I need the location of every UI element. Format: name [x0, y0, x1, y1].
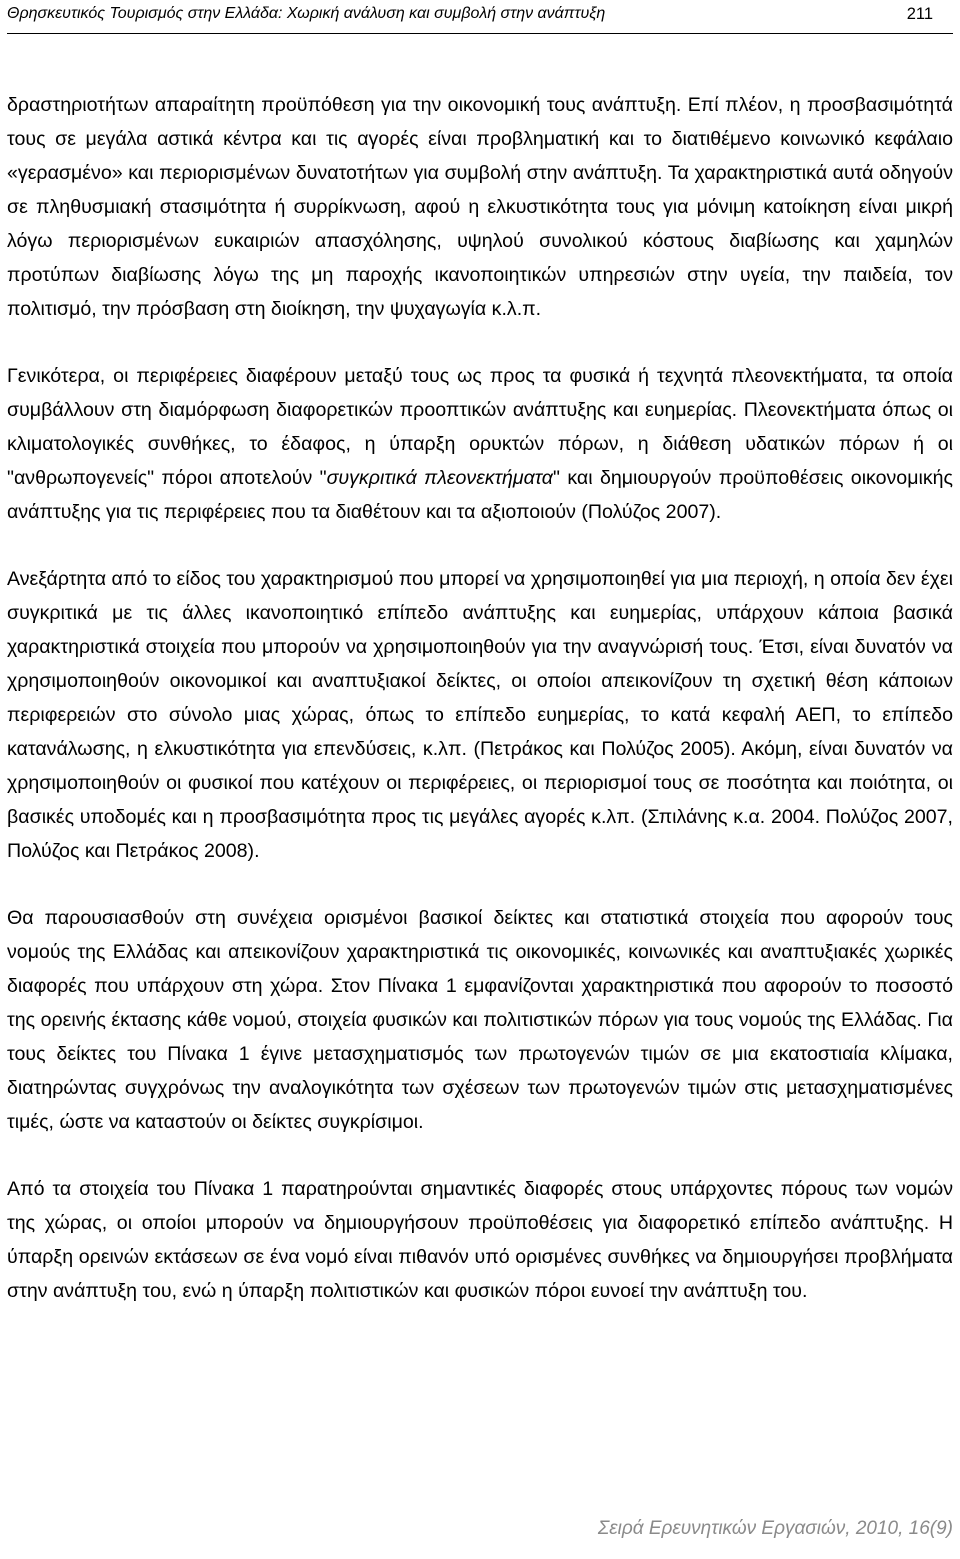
document-page: [7, 0, 953, 1559]
paragraph-5: Από τα στοιχεία του Πίνακα 1 παρατηρούνται σημαντικές διαφορές στους υπάρχοντες πόρους των νομών της χώρας, οι οποίοι μπορούν να δημιουργήσουν προϋποθέσεις για διαφορετικό επίπεδο ανάπτυξης. Η ύπαρξη ορεινών εκτάσεων σε ένα νομό είναι πιθανόν υπό ορισμένες συνθήκες να δημιουργήσει προβλήματα στην ανάπτυξη του, ενώ η ύπαρξη πολιτιστικών και φυσικών πόροι ευνοεί την ανάπτυξη του.: [7, 1178, 953, 1302]
paragraph-3: Ανεξάρτητα από το είδος του χαρακτηρισμού που μπορεί να χρησιμοποιηθεί για μια περιοχή, η οποία δεν έχει συγκριτικά με τις άλλες ικανοποιητικό επίπεδο ανάπτυξης και ευημερίας, υπάρχουν κάποια βασικά χαρακτηριστικά στοιχεία που μπορούν να χρησιμοποιηθούν για την αναγνώρισή τους. Έτσι, είναι δυνατόν να χρησιμοποιηθούν οικονομικοί και αναπτυξιακοί δείκτες, οι οποίοι απεικονίζουν τη σχετική θέση κάποιων περιφερειών στο σύνολο μιας χώρας, όπως το επίπεδο ευημερίας, το κατά κεφαλή ΑΕΠ, το επίπεδο κατανάλωσης, η ελκυστικότητα για επενδύσεις, κ.λπ. (Πετράκος και Πολύζος 2005). Ακόμη, είναι δυνατόν να χρησιμοποιηθούν οι φυσικοί που κατέχουν οι περιφέρειες, οι περιορισμοί τους σε ποσότητα και ποιότητα, οι βασικές υποδομές και η προσβασιμότητα προς τις μεγάλες αγορές κ.λπ. (Σπιλάνης κ.α. 2004. Πολύζος 2007, Πολύζος και Πετράκος 2008).: [7, 568, 953, 862]
running-footer: Σειρά Ερευνητικών Εργασιών, 2010, 16(9): [597, 1518, 953, 1539]
paragraph-2-part-2: " και δημιουργούν προϋποθέσεις οικονομικής ανάπτυξης για τις περιφέρειες που τα διαθέτουν και τα αξιοποιούν (Πολύζος 2007).: [7, 467, 953, 523]
paragraph-2-emphasis: συγκριτικά πλεονεκτήματα: [326, 467, 553, 489]
running-header: [7, 0, 953, 28]
header-title: Θρησκευτικός Τουρισμός στην Ελλάδα: Χωρική ανάλυση και συμβολή στην ανάπτυξη: [7, 5, 606, 22]
paragraph-2: [7, 359, 953, 529]
page-number: 211: [906, 5, 933, 23]
paragraph-4: Θα παρουσιασθούν στη συνέχεια ορισμένοι βασικοί δείκτες και στατιστικά στοιχεία που αφορούν τους νομούς της Ελλάδας και απεικονίζουν χαρακτηριστικά τις οικονομικές, κοινωνικές και αναπτυξιακές χωρικές διαφορές που υπάρχουν στη χώρα. Στον Πίνακα 1 εμφανίζονται χαρακτηριστικά που αφορούν το ποσοστό της ορεινής έκτασης κάθε νομού, στοιχεία φυσικών και πολιτιστικών πόρων για τους νομούς της Ελλάδας. Για τους δείκτες του Πίνακα 1 έγινε μετασχηματισμός των πρωτογενών τιμών σε μια εκατοστιαία κλίμακα, διατηρώντας συγχρόνως την αναλογικότητα των σχέσεων των πρωτογενών τιμών στις μετασχηματισμένες τιμές, ώστε να καταστούν οι δείκτες συγκρίσιμοι.: [7, 907, 953, 1133]
paragraph-2-part-1: Γενικότερα, οι περιφέρειες διαφέρουν μεταξύ τους ως προς τα φυσικά ή τεχνητά πλεονεκτήματα, τα οποία συμβάλλουν στη διαμόρφωση διαφορετικών προοπτικών ανάπτυξης και ευημερίας. Πλεονεκτήματα όπως οι κλιματολογικές συνθήκες, το έδαφος, η ύπαρξη ορυκτών πόρων, η διάθεση υδατικών πόρων ή οι "ανθρωπογενείς" πόροι αποτελούν ": [7, 365, 953, 489]
body-text: [7, 88, 953, 1341]
header-divider: [7, 33, 953, 34]
paragraph-1: δραστηριοτήτων απαραίτητη προϋπόθεση για την οικονομική τους ανάπτυξη. Επί πλέον, η προσβασιμότητά τους σε μεγάλα αστικά κέντρα και τις αγορές είναι προβληματική και το διατιθέμενο κοινωνικό κεφάλαιο «γερασμένο» και περιορισμένων δυνατοτήτων για συμβολή στην ανάπτυξη. Τα χαρακτηριστικά αυτά οδηγούν σε πληθυσμιακή στασιμότητα ή συρρίκνωση, αφού η ελκυστικότητα τους για μόνιμη κατοίκηση είναι μικρή λόγω περιορισμένων ευκαιριών απασχόλησης, υψηλού συνολικού κόστους διαβίωσης και χαμηλών προτύπων διαβίωσης λόγω της μη παροχής ικανοποιητικών υπηρεσιών στην υγεία, την παιδεία, τον πολιτισμό, την πρόσβαση στη διοίκηση, την ψυχαγωγία κ.λ.π.: [7, 94, 953, 320]
